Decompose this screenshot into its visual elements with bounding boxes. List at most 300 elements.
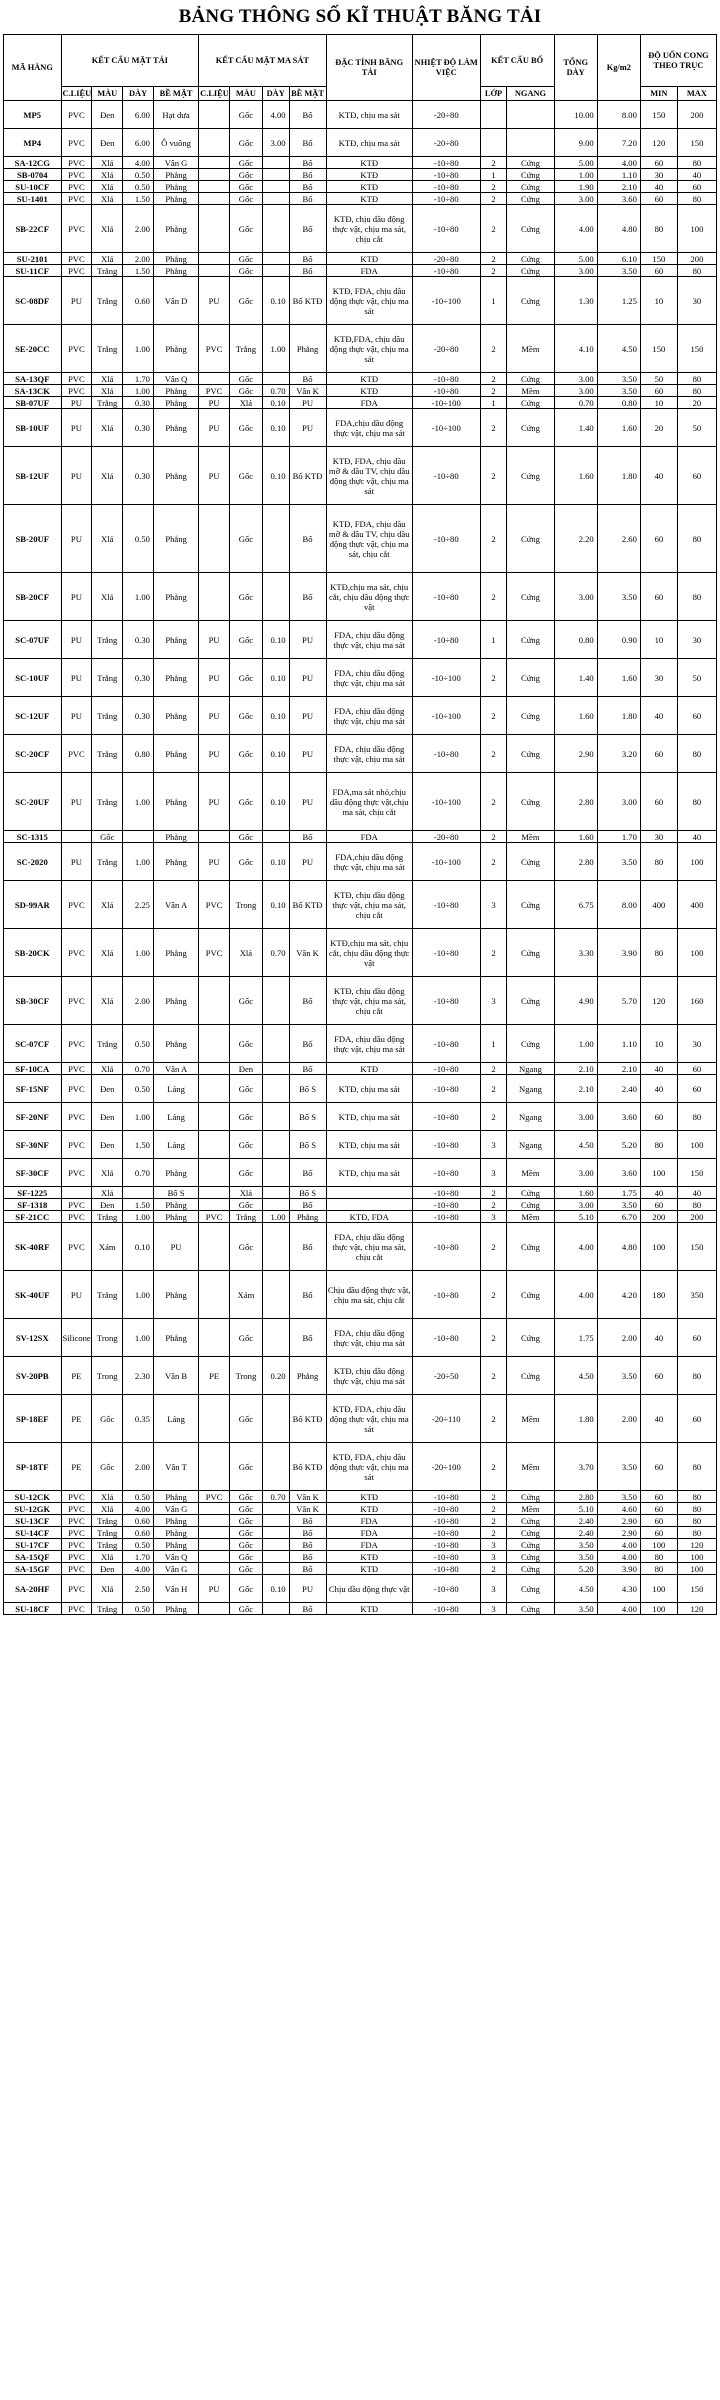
cell-layers xyxy=(480,101,507,129)
cell-friction-thickness: 0.70 xyxy=(262,385,289,397)
cell-code: SU-2101 xyxy=(4,253,62,265)
cell-bend-min: 60 xyxy=(640,573,677,621)
cell-friction-thickness xyxy=(262,977,289,1025)
cell-code: SB-20CK xyxy=(4,929,62,977)
cell-bend-max: 60 xyxy=(677,181,716,193)
cell-top-color: Trắng xyxy=(92,1025,123,1063)
cell-bend-min: 120 xyxy=(640,129,677,157)
cell-top-color: Xlá xyxy=(92,1503,123,1515)
page-title: BẢNG THÔNG SỐ KĨ THUẬT BĂNG TẢI xyxy=(178,6,542,27)
cell-friction-thickness xyxy=(262,1223,289,1271)
cell-top-material: PU xyxy=(61,843,92,881)
cell-total-thickness: 0.80 xyxy=(554,621,597,659)
cell-top-surface: Phẳng xyxy=(153,325,198,373)
cell-friction-material xyxy=(199,1515,230,1527)
cell-horizontal: Cứng xyxy=(507,1603,554,1615)
cell-bend-max: 40 xyxy=(677,169,716,181)
cell-friction-color: Gốc xyxy=(229,1075,262,1103)
table-row xyxy=(4,129,717,157)
cell-layers: 2 xyxy=(480,253,507,265)
cell-layers: 2 xyxy=(480,1271,507,1319)
cell-top-material: PVC xyxy=(61,1575,92,1603)
cell-top-color: Xlá xyxy=(92,253,123,265)
cell-temperature: -10÷80 xyxy=(412,373,480,385)
table-row xyxy=(4,505,717,573)
cell-friction-color: Gốc xyxy=(229,621,262,659)
cell-total-thickness: 3.00 xyxy=(554,1103,597,1131)
cell-total-thickness: 2.40 xyxy=(554,1527,597,1539)
cell-bend-max: 30 xyxy=(677,1025,716,1063)
table-row xyxy=(4,409,717,447)
cell-layers: 2 xyxy=(480,1187,507,1199)
cell-friction-color: Gốc xyxy=(229,1551,262,1563)
cell-friction-color: Đen xyxy=(229,1063,262,1075)
cell-horizontal: Mềm xyxy=(507,385,554,397)
cell-layers: 2 xyxy=(480,659,507,697)
cell-bend-max: 60 xyxy=(677,1075,716,1103)
cell-code: SC-10UF xyxy=(4,659,62,697)
cell-top-surface: Phẳng xyxy=(153,1603,198,1615)
cell-friction-surface: Bố xyxy=(289,1515,326,1527)
cell-layers: 2 xyxy=(480,1199,507,1211)
cell-top-color: Xlá xyxy=(92,1159,123,1187)
cell-bend-max: 80 xyxy=(677,1103,716,1131)
cell-layers: 3 xyxy=(480,1211,507,1223)
cell-friction-color: Gốc xyxy=(229,157,262,169)
table-row xyxy=(4,659,717,697)
cell-total-thickness: 1.00 xyxy=(554,1025,597,1063)
cell-layers: 2 xyxy=(480,447,507,505)
cell-friction-color: Gốc xyxy=(229,573,262,621)
cell-top-thickness: 6.00 xyxy=(123,101,154,129)
cell-friction-thickness xyxy=(262,1063,289,1075)
header-material-2: C.LIỆU xyxy=(199,87,230,101)
cell-friction-thickness: 0.10 xyxy=(262,447,289,505)
cell-friction-thickness xyxy=(262,1025,289,1063)
cell-temperature: -10÷80 xyxy=(412,1539,480,1551)
cell-top-material: PVC xyxy=(61,1131,92,1159)
cell-top-color: Trắng xyxy=(92,659,123,697)
cell-friction-thickness xyxy=(262,1319,289,1357)
cell-total-thickness: 5.20 xyxy=(554,1563,597,1575)
cell-temperature: -10÷100 xyxy=(412,659,480,697)
cell-weight: 2.00 xyxy=(597,1395,640,1443)
cell-code: SC-12UF xyxy=(4,697,62,735)
cell-top-surface: Phẳng xyxy=(153,1271,198,1319)
cell-total-thickness: 1.00 xyxy=(554,169,597,181)
cell-top-thickness: 2.00 xyxy=(123,205,154,253)
cell-top-surface: Phẳng xyxy=(153,1199,198,1211)
cell-code: SA-20HF xyxy=(4,1575,62,1603)
cell-horizontal: Ngang xyxy=(507,1103,554,1131)
cell-bend-min: 40 xyxy=(640,1063,677,1075)
cell-total-thickness: 3.70 xyxy=(554,1443,597,1491)
cell-top-thickness xyxy=(123,1187,154,1199)
cell-top-thickness: 0.30 xyxy=(123,697,154,735)
cell-temperature: -10÷80 xyxy=(412,193,480,205)
cell-property: KTĐ, FDA, chịu dầu động thực vật, chịu ma sát xyxy=(326,1395,412,1443)
cell-top-material: PU xyxy=(61,621,92,659)
cell-total-thickness: 1.40 xyxy=(554,659,597,697)
cell-total-thickness: 3.00 xyxy=(554,573,597,621)
cell-weight: 6.70 xyxy=(597,1211,640,1223)
cell-weight: 3.50 xyxy=(597,1357,640,1395)
cell-friction-color: Gốc xyxy=(229,1199,262,1211)
cell-horizontal: Cứng xyxy=(507,193,554,205)
cell-friction-material xyxy=(199,1025,230,1063)
table-row xyxy=(4,1357,717,1395)
cell-bend-min: 80 xyxy=(640,843,677,881)
cell-code: SA-15QF xyxy=(4,1551,62,1563)
cell-top-material: PVC xyxy=(61,1159,92,1187)
cell-horizontal: Cứng xyxy=(507,409,554,447)
cell-top-surface: Phẳng xyxy=(153,1025,198,1063)
cell-friction-material xyxy=(199,1551,230,1563)
cell-top-surface: Hạt dưa xyxy=(153,101,198,129)
cell-weight: 1.80 xyxy=(597,697,640,735)
cell-top-color: Đen xyxy=(92,1131,123,1159)
table-row xyxy=(4,1563,717,1575)
cell-bend-max: 60 xyxy=(677,1319,716,1357)
cell-friction-surface: Bố KTĐ xyxy=(289,881,326,929)
cell-top-color: Xlá xyxy=(92,447,123,505)
cell-code: MP4 xyxy=(4,129,62,157)
cell-friction-material xyxy=(199,253,230,265)
cell-bend-max: 80 xyxy=(677,505,716,573)
cell-bend-min: 80 xyxy=(640,929,677,977)
cell-friction-material xyxy=(199,977,230,1025)
cell-top-surface: Phẳng xyxy=(153,1491,198,1503)
table-row xyxy=(4,1103,717,1131)
cell-friction-thickness xyxy=(262,1563,289,1575)
cell-horizontal xyxy=(507,101,554,129)
cell-friction-material: PU xyxy=(199,697,230,735)
cell-bend-min: 10 xyxy=(640,277,677,325)
cell-temperature: -10÷80 xyxy=(412,1131,480,1159)
cell-bend-max: 80 xyxy=(677,735,716,773)
cell-weight: 8.00 xyxy=(597,881,640,929)
table-row xyxy=(4,101,717,129)
cell-friction-surface: Bố xyxy=(289,129,326,157)
cell-friction-surface: PU xyxy=(289,735,326,773)
cell-total-thickness: 4.00 xyxy=(554,1223,597,1271)
cell-top-surface: Phẳng xyxy=(153,181,198,193)
cell-friction-color: Gốc xyxy=(229,1563,262,1575)
cell-code: SC-08DF xyxy=(4,277,62,325)
cell-property: KTĐ xyxy=(326,373,412,385)
table-row xyxy=(4,1515,717,1527)
table-row xyxy=(4,1159,717,1187)
cell-friction-surface: PU xyxy=(289,1575,326,1603)
cell-friction-thickness xyxy=(262,1271,289,1319)
cell-friction-surface: Bố xyxy=(289,573,326,621)
cell-friction-surface: Bố xyxy=(289,1159,326,1187)
cell-top-surface: Ô vuông xyxy=(153,129,198,157)
cell-horizontal: Cứng xyxy=(507,881,554,929)
cell-weight: 5.20 xyxy=(597,1131,640,1159)
cell-horizontal: Cứng xyxy=(507,447,554,505)
cell-top-thickness: 0.50 xyxy=(123,1075,154,1103)
cell-weight: 4.60 xyxy=(597,1503,640,1515)
cell-top-material: PVC xyxy=(61,385,92,397)
cell-top-color: Xlá xyxy=(92,1551,123,1563)
cell-code: SA-15GF xyxy=(4,1563,62,1575)
cell-friction-surface: Bố S xyxy=(289,1187,326,1199)
cell-total-thickness: 5.10 xyxy=(554,1211,597,1223)
cell-friction-surface: PU xyxy=(289,621,326,659)
cell-friction-surface: Bố xyxy=(289,1063,326,1075)
cell-top-thickness: 1.50 xyxy=(123,265,154,277)
cell-weight: 3.60 xyxy=(597,1159,640,1187)
cell-top-thickness: 0.50 xyxy=(123,1603,154,1615)
cell-code: SK-40UF xyxy=(4,1271,62,1319)
cell-bend-max: 80 xyxy=(677,1199,716,1211)
cell-property: KTĐ, chịu ma sát xyxy=(326,1103,412,1131)
cell-horizontal: Mềm xyxy=(507,1443,554,1491)
cell-property: KTĐ, FDA, chịu dầu mỡ & dầu TV, chịu dầu động thực vật, chịu ma sát xyxy=(326,447,412,505)
cell-top-thickness: 0.10 xyxy=(123,1223,154,1271)
cell-top-surface: Láng xyxy=(153,1075,198,1103)
table-row xyxy=(4,397,717,409)
table-row xyxy=(4,1575,717,1603)
cell-weight: 1.10 xyxy=(597,1025,640,1063)
cell-total-thickness: 3.00 xyxy=(554,1159,597,1187)
cell-bend-max: 120 xyxy=(677,1539,716,1551)
cell-property: FDA,chịu dầu động thực vật, chịu ma sát xyxy=(326,409,412,447)
cell-code: SP-18EF xyxy=(4,1395,62,1443)
cell-bend-min: 60 xyxy=(640,1199,677,1211)
cell-horizontal: Cứng xyxy=(507,1575,554,1603)
cell-bend-max: 80 xyxy=(677,265,716,277)
cell-top-color: Xlá xyxy=(92,977,123,1025)
cell-layers: 2 xyxy=(480,773,507,831)
cell-top-surface: Vân H xyxy=(153,1575,198,1603)
cell-top-surface: Vân A xyxy=(153,1063,198,1075)
cell-temperature: -10÷80 xyxy=(412,1603,480,1615)
cell-friction-surface: Bố S xyxy=(289,1103,326,1131)
cell-bend-max: 80 xyxy=(677,773,716,831)
cell-bend-max: 100 xyxy=(677,1563,716,1575)
cell-top-color: Trắng xyxy=(92,621,123,659)
cell-top-surface: Phẳng xyxy=(153,735,198,773)
header-layers: LỚP xyxy=(480,87,507,101)
table-row xyxy=(4,621,717,659)
table-row xyxy=(4,1527,717,1539)
cell-friction-material xyxy=(199,373,230,385)
cell-friction-surface: Bố KTĐ xyxy=(289,1443,326,1491)
cell-top-color: Trắng xyxy=(92,265,123,277)
cell-temperature: -10÷80 xyxy=(412,1515,480,1527)
cell-top-color: Đen xyxy=(92,129,123,157)
cell-bend-min: 30 xyxy=(640,831,677,843)
cell-top-thickness: 4.00 xyxy=(123,157,154,169)
cell-layers: 1 xyxy=(480,169,507,181)
cell-weight: 3.50 xyxy=(597,1491,640,1503)
cell-top-thickness: 1.50 xyxy=(123,1199,154,1211)
cell-code: SU-12GK xyxy=(4,1503,62,1515)
cell-top-surface: Phẳng xyxy=(153,573,198,621)
cell-total-thickness: 1.40 xyxy=(554,409,597,447)
cell-friction-color: Gốc xyxy=(229,1503,262,1515)
table-row xyxy=(4,1075,717,1103)
cell-friction-material: PU xyxy=(199,735,230,773)
cell-top-thickness: 1.00 xyxy=(123,385,154,397)
cell-horizontal: Cứng xyxy=(507,977,554,1025)
cell-friction-thickness xyxy=(262,831,289,843)
table-row xyxy=(4,843,717,881)
cell-property: FDA, chịu dầu động thực vật, chịu ma sát xyxy=(326,621,412,659)
cell-weight: 2.90 xyxy=(597,1527,640,1539)
cell-code: SU-13CF xyxy=(4,1515,62,1527)
cell-friction-material xyxy=(199,1563,230,1575)
cell-layers: 2 xyxy=(480,385,507,397)
cell-temperature: -10÷80 xyxy=(412,621,480,659)
cell-friction-material xyxy=(199,831,230,843)
cell-layers: 3 xyxy=(480,1603,507,1615)
cell-property: FDA xyxy=(326,397,412,409)
cell-friction-surface: Phẳng xyxy=(289,1211,326,1223)
cell-friction-color: Gốc xyxy=(229,1443,262,1491)
cell-horizontal: Cứng xyxy=(507,253,554,265)
cell-bend-min: 120 xyxy=(640,977,677,1025)
cell-layers: 2 xyxy=(480,1075,507,1103)
cell-property: FDA,chịu dầu động thực vật, chịu ma sát xyxy=(326,843,412,881)
cell-top-thickness: 1.00 xyxy=(123,929,154,977)
cell-layers: 1 xyxy=(480,621,507,659)
cell-bend-min: 100 xyxy=(640,1223,677,1271)
cell-layers: 2 xyxy=(480,843,507,881)
header-bend: ĐỘ UỐN CONG THEO TRỤC xyxy=(640,35,716,87)
cell-friction-color: Gốc xyxy=(229,373,262,385)
cell-temperature: -10÷100 xyxy=(412,697,480,735)
cell-property: KTĐ, chịu dầu động thực vật, chịu ma sát, chịu cắt xyxy=(326,977,412,1025)
cell-top-thickness: 2.00 xyxy=(123,253,154,265)
cell-temperature: -10÷100 xyxy=(412,773,480,831)
cell-top-material: PU xyxy=(61,573,92,621)
cell-top-surface: Phẳng xyxy=(153,265,198,277)
cell-property: KTĐ, FDA, chịu dầu mỡ & dầu TV, chịu dầu động thực vật, chịu ma sát, chịu cắt xyxy=(326,505,412,573)
cell-bend-max: 60 xyxy=(677,697,716,735)
cell-horizontal: Cứng xyxy=(507,1491,554,1503)
cell-code: SB-22CF xyxy=(4,205,62,253)
cell-top-color: Đen xyxy=(92,1103,123,1131)
cell-friction-thickness xyxy=(262,157,289,169)
cell-layers: 3 xyxy=(480,881,507,929)
cell-friction-thickness xyxy=(262,1551,289,1563)
header-max: MAX xyxy=(677,87,716,101)
cell-total-thickness: 4.00 xyxy=(554,1271,597,1319)
cell-code: SF-1318 xyxy=(4,1199,62,1211)
cell-code: SB-07UF xyxy=(4,397,62,409)
cell-top-surface: Láng xyxy=(153,1103,198,1131)
cell-top-thickness: 1.50 xyxy=(123,193,154,205)
cell-temperature: -10÷80 xyxy=(412,1211,480,1223)
cell-property: FDA,ma sát nhỏ,chịu dầu động thực vật,chịu ma sát, chịu cắt xyxy=(326,773,412,831)
cell-friction-material xyxy=(199,1319,230,1357)
cell-friction-color: Gốc xyxy=(229,409,262,447)
cell-weight: 1.10 xyxy=(597,169,640,181)
header-thickness: TỔNG DÀY xyxy=(554,35,597,101)
cell-friction-surface: Vân K xyxy=(289,1503,326,1515)
cell-property: KTĐ, FDA xyxy=(326,1211,412,1223)
cell-bend-min: 60 xyxy=(640,1503,677,1515)
cell-code: SK-40RF xyxy=(4,1223,62,1271)
cell-code: SC-20UF xyxy=(4,773,62,831)
cell-friction-color: Xlá xyxy=(229,397,262,409)
cell-layers: 2 xyxy=(480,1443,507,1491)
cell-weight: 2.90 xyxy=(597,1515,640,1527)
table-row xyxy=(4,929,717,977)
cell-top-surface: PU xyxy=(153,1223,198,1271)
cell-friction-surface: PU xyxy=(289,659,326,697)
cell-top-color: Xlá xyxy=(92,1063,123,1075)
cell-friction-surface: PU xyxy=(289,843,326,881)
cell-friction-color: Gốc xyxy=(229,385,262,397)
cell-friction-thickness xyxy=(262,205,289,253)
cell-layers: 2 xyxy=(480,205,507,253)
cell-top-thickness: 0.30 xyxy=(123,397,154,409)
cell-top-surface: Phẳng xyxy=(153,843,198,881)
cell-code: SB-20CF xyxy=(4,573,62,621)
cell-top-material: PVC xyxy=(61,157,92,169)
cell-top-surface: Phẳng xyxy=(153,505,198,573)
cell-top-surface: Phẳng xyxy=(153,193,198,205)
cell-bend-min: 40 xyxy=(640,181,677,193)
cell-friction-color: Xám xyxy=(229,1271,262,1319)
cell-bend-min: 150 xyxy=(640,253,677,265)
cell-friction-material xyxy=(199,1539,230,1551)
cell-friction-material xyxy=(199,169,230,181)
cell-bend-min: 80 xyxy=(640,1551,677,1563)
cell-bend-max: 160 xyxy=(677,977,716,1025)
cell-friction-color: Gốc xyxy=(229,1131,262,1159)
cell-total-thickness: 3.00 xyxy=(554,373,597,385)
cell-friction-surface: PU xyxy=(289,773,326,831)
cell-code: SC-2020 xyxy=(4,843,62,881)
cell-temperature: -10÷100 xyxy=(412,843,480,881)
cell-friction-surface: Bố xyxy=(289,1603,326,1615)
cell-friction-surface: Bố xyxy=(289,1527,326,1539)
cell-friction-surface: Bố xyxy=(289,265,326,277)
cell-friction-material: PU xyxy=(199,277,230,325)
cell-horizontal: Cứng xyxy=(507,697,554,735)
header-horizontal: NGANG xyxy=(507,87,554,101)
cell-weight: 4.00 xyxy=(597,1551,640,1563)
cell-horizontal: Cứng xyxy=(507,1187,554,1199)
cell-top-material: PVC xyxy=(61,181,92,193)
cell-temperature: -10÷80 xyxy=(412,1563,480,1575)
cell-bend-min: 60 xyxy=(640,1527,677,1539)
cell-property xyxy=(326,1187,412,1199)
cell-friction-surface: Bố KTĐ xyxy=(289,1395,326,1443)
cell-top-color: Xlá xyxy=(92,505,123,573)
cell-total-thickness: 4.10 xyxy=(554,325,597,373)
cell-bend-max: 100 xyxy=(677,205,716,253)
cell-friction-material xyxy=(199,181,230,193)
cell-weight: 1.80 xyxy=(597,447,640,505)
cell-top-material: PVC xyxy=(61,1503,92,1515)
cell-bend-max: 80 xyxy=(677,373,716,385)
cell-top-thickness: 0.30 xyxy=(123,621,154,659)
cell-top-material: PE xyxy=(61,1357,92,1395)
cell-bend-max: 50 xyxy=(677,409,716,447)
cell-bend-min: 100 xyxy=(640,1539,677,1551)
cell-friction-material xyxy=(199,1103,230,1131)
cell-top-surface: Phẳng xyxy=(153,385,198,397)
cell-total-thickness: 1.60 xyxy=(554,447,597,505)
cell-layers: 3 xyxy=(480,1539,507,1551)
cell-bend-min: 100 xyxy=(640,1159,677,1187)
